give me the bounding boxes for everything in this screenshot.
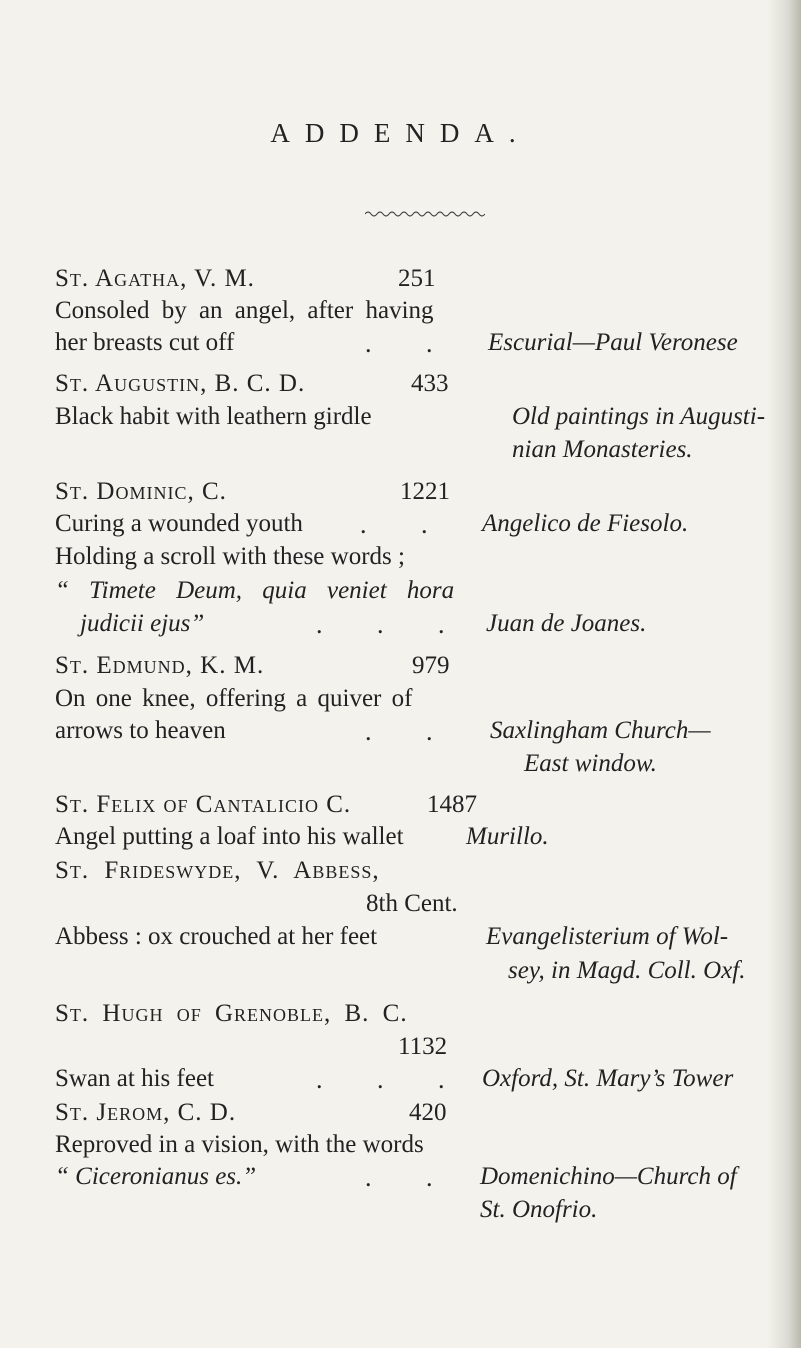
source-line: Saxlingham Church— xyxy=(490,717,711,744)
wavy-rule-ornament xyxy=(365,210,485,218)
description-line: Swan at his feet xyxy=(55,1065,214,1092)
description-line: Consoled by an angel, after having xyxy=(55,297,434,324)
saint-heading: St. Agatha, V. M. xyxy=(55,265,255,292)
page-edge-shadow xyxy=(767,0,801,1348)
source-line: nian Monasteries. xyxy=(512,436,693,463)
saint-year: 420 xyxy=(409,1099,447,1126)
source-line: St. Onofrio. xyxy=(480,1196,598,1223)
description-line: Black habit with leathern girdle xyxy=(55,403,372,430)
description-line: On one knee, offering a quiver of xyxy=(55,685,413,712)
source-line: Murillo. xyxy=(466,823,549,850)
saint-heading: St. Frideswyde, V. Abbess, xyxy=(55,857,380,884)
description-line: “ Timete Deum, quia veniet hora xyxy=(55,577,455,604)
source-line: East window. xyxy=(524,750,657,777)
saint-year: 251 xyxy=(398,265,436,292)
description-line: her breasts cut off xyxy=(55,329,235,356)
page-title: ADDENDA. xyxy=(270,118,531,148)
description-line: Curing a wounded youth xyxy=(55,510,303,537)
saint-heading: St. Augustin, B. C. D. xyxy=(55,370,306,397)
saint-heading: St. Felix of Cantalicio C. xyxy=(55,791,352,818)
leader-dots: . . . xyxy=(316,610,469,639)
saint-year: 8th Cent. xyxy=(366,890,458,917)
description-line: arrows to heaven xyxy=(55,717,226,744)
saint-year: 1487 xyxy=(427,791,477,818)
source-line: Angelico de Fiesolo. xyxy=(482,510,689,537)
description-line: “ Ciceronianus es.” xyxy=(55,1163,257,1190)
description-line: judicii ejus” xyxy=(80,610,205,637)
source-line: Escurial—Paul Veronese xyxy=(488,329,738,356)
saint-heading: St. Jerom, C. D. xyxy=(55,1099,237,1126)
leader-dots: . . xyxy=(365,717,457,746)
description-line: Reproved in a vision, with the words xyxy=(55,1131,424,1158)
source-line: Juan de Joanes. xyxy=(486,610,647,637)
description-line: Abbess : ox crouched at her feet xyxy=(55,923,378,950)
source-line: Evangelisterium of Wol- xyxy=(486,923,729,950)
leader-dots: . . xyxy=(365,1163,457,1192)
saint-year: 1132 xyxy=(398,1033,448,1060)
saint-year: 979 xyxy=(412,652,450,679)
source-line: Oxford, St. Mary’s Tower xyxy=(482,1065,734,1092)
saint-heading: St. Hugh of Grenoble, B. C. xyxy=(55,1000,408,1027)
description-line: Angel putting a loaf into his wallet xyxy=(55,823,404,850)
leader-dots: . . xyxy=(365,329,457,358)
saint-heading: St. Edmund, K. M. xyxy=(55,652,265,679)
saint-year: 1221 xyxy=(400,478,450,505)
saint-heading: St. Dominic, C. xyxy=(55,478,227,505)
source-line: Domenichino—Church of xyxy=(480,1163,737,1190)
source-line: Old paintings in Augusti- xyxy=(512,403,766,430)
source-line: sey, in Magd. Coll. Oxf. xyxy=(508,957,746,984)
leader-dots: . . xyxy=(360,510,452,539)
description-line: Holding a scroll with these words ; xyxy=(55,543,405,570)
saint-year: 433 xyxy=(411,370,449,397)
leader-dots: . . . xyxy=(316,1065,469,1094)
